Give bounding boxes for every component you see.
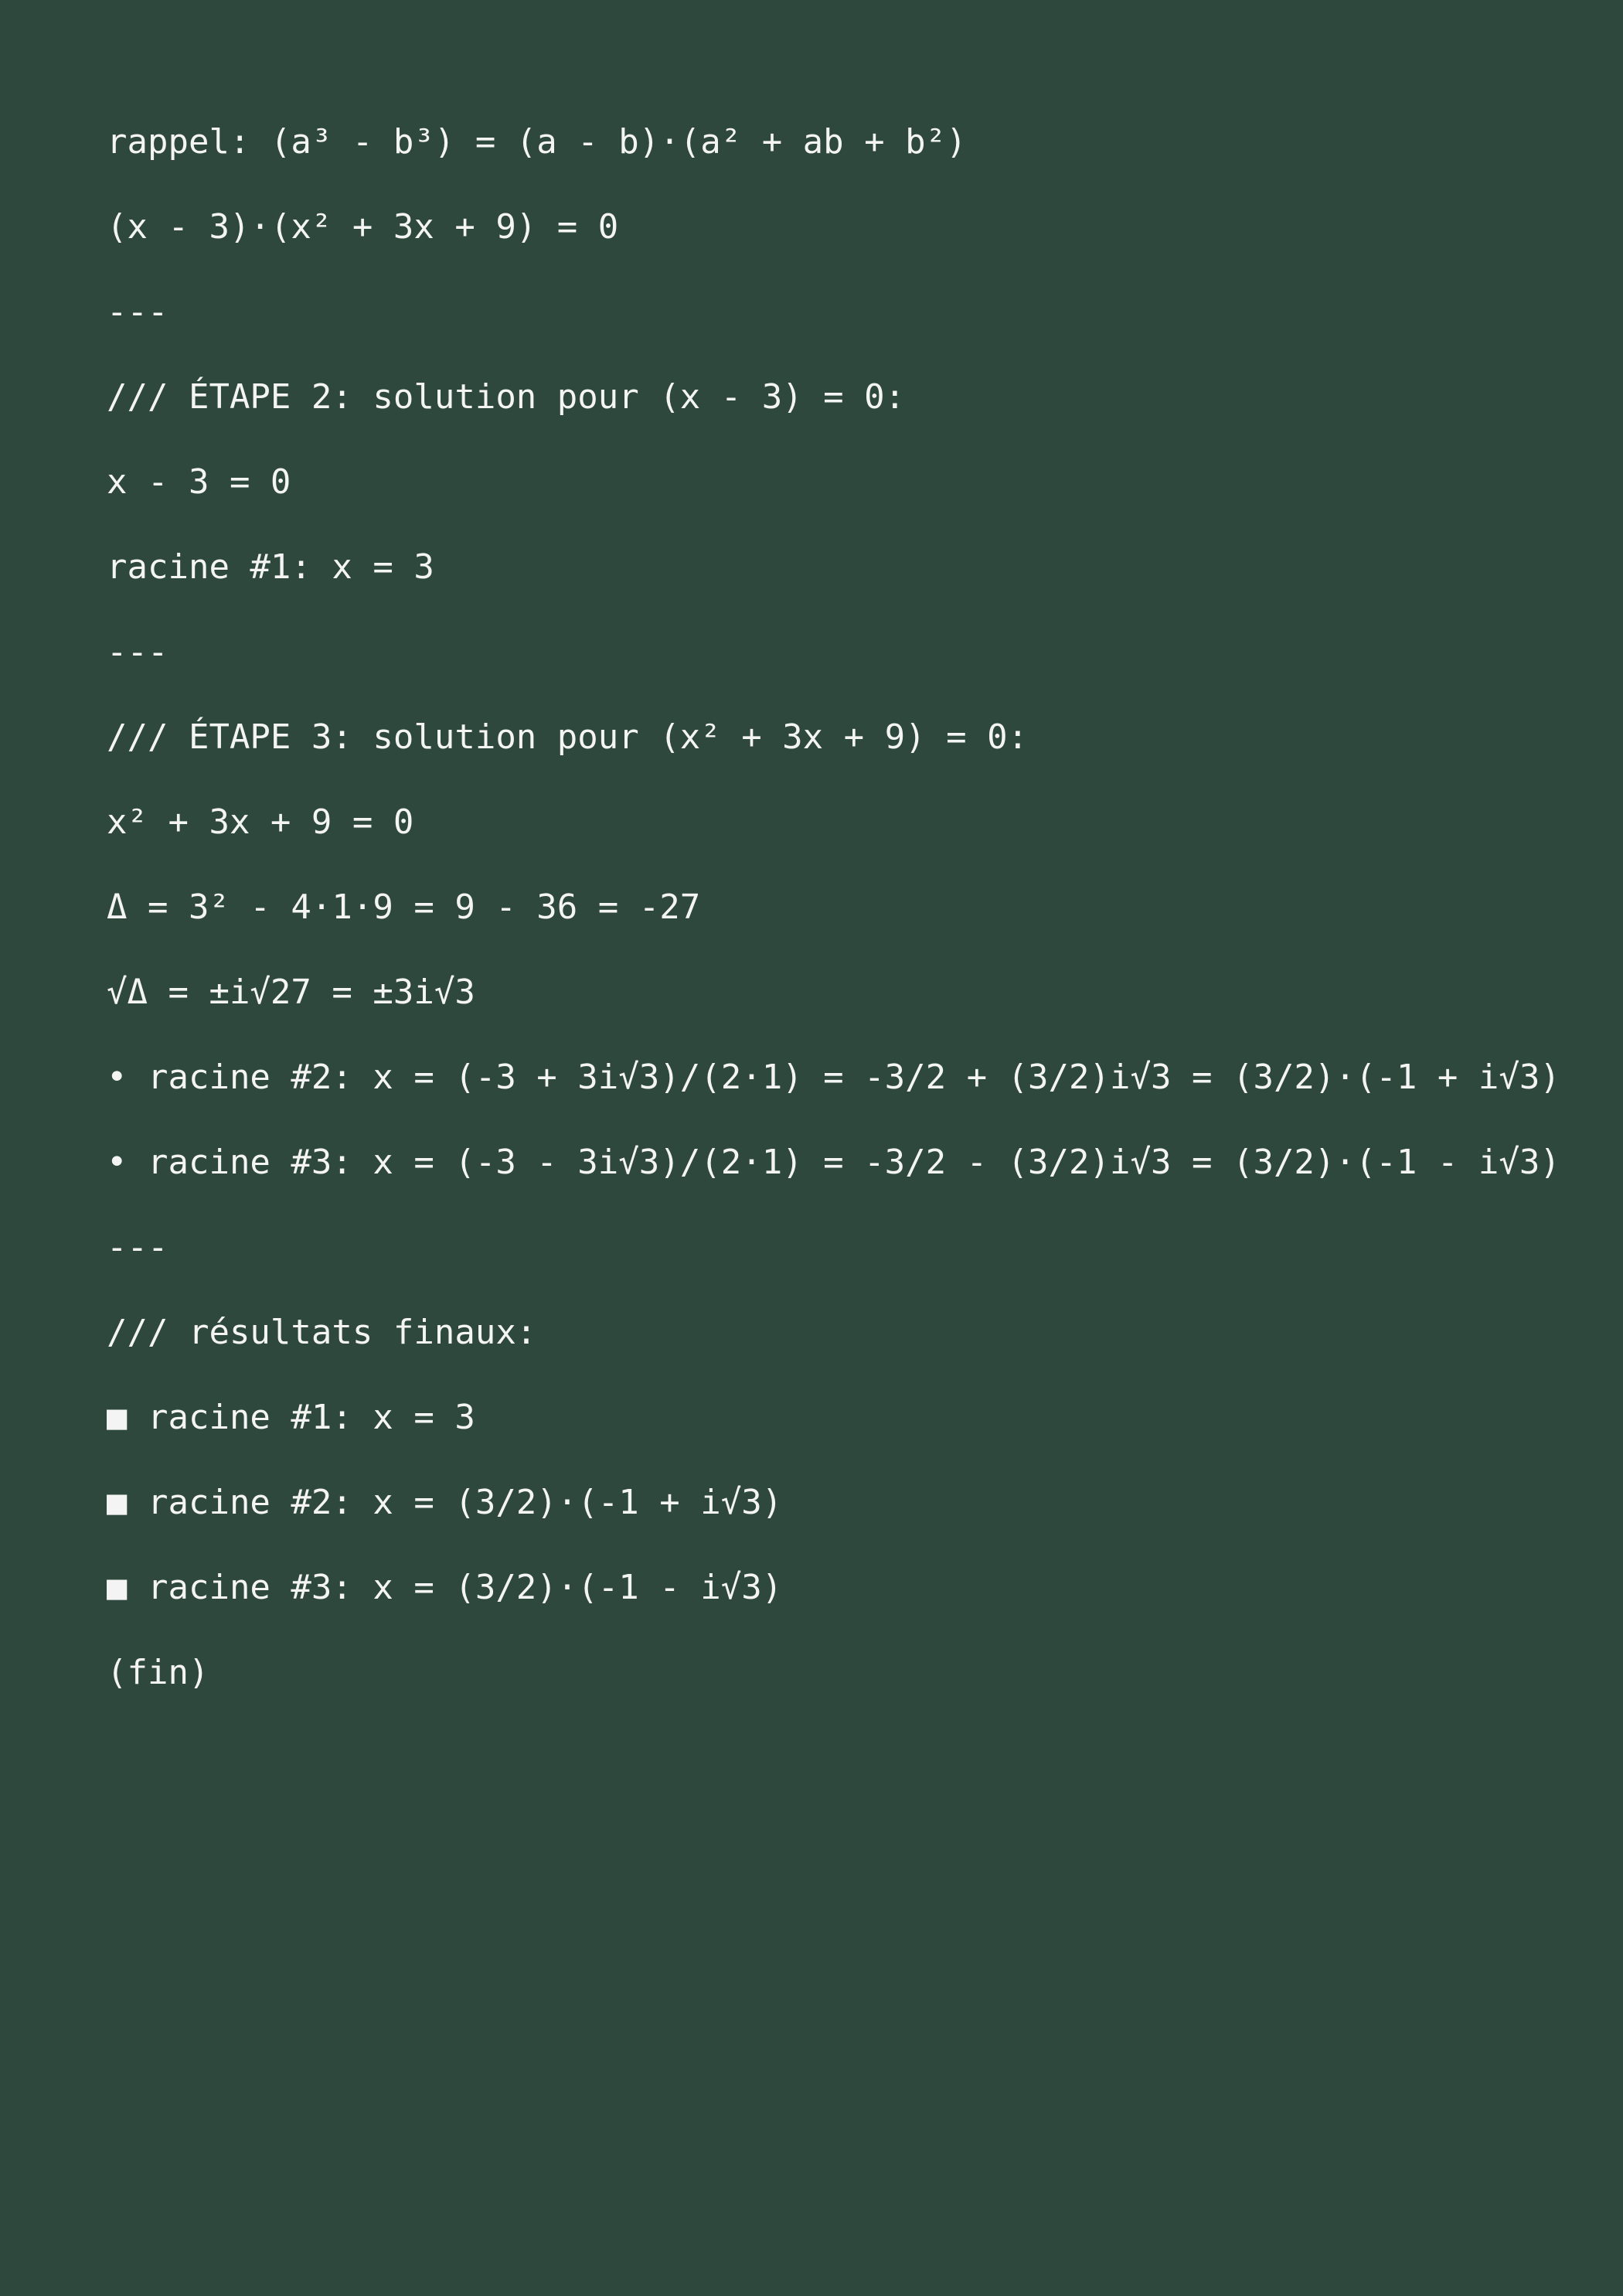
recall-identity-line: rappel: (a³ - b³) = (a - b)·(a² + ab + b²) <box>107 122 967 162</box>
final-results-heading: /// résultats finaux: <box>107 1313 537 1352</box>
end-marker: (fin) <box>107 1653 209 1692</box>
step-3-equation: x² + 3x + 9 = 0 <box>107 802 414 842</box>
root-2-derivation: • racine #2: x = (-3 + 3i√3)/(2·1) = -3/2 + (3/2)i√3 = (3/2)·(-1 + i√3) <box>107 1058 1560 1097</box>
separator: --- <box>107 632 168 672</box>
step-2-heading: /// ÉTAPE 2: solution pour (x - 3) = 0: <box>107 377 906 417</box>
separator: --- <box>107 1228 168 1267</box>
final-root-1: ■ racine #1: x = 3 <box>107 1398 475 1437</box>
separator: --- <box>107 292 168 332</box>
factored-equation-line: (x - 3)·(x² + 3x + 9) = 0 <box>107 207 619 247</box>
final-root-2: ■ racine #2: x = (3/2)·(-1 + i√3) <box>107 1483 783 1522</box>
final-root-3: ■ racine #3: x = (3/2)·(-1 - i√3) <box>107 1568 783 1607</box>
sqrt-discriminant-line: √Δ = ±i√27 = ±3i√3 <box>107 973 475 1012</box>
document-body <box>107 100 1606 1715</box>
discriminant-line: Δ = 3² - 4·1·9 = 9 - 36 = -27 <box>107 887 701 927</box>
step-2-equation: x - 3 = 0 <box>107 462 291 502</box>
root-3-derivation: • racine #3: x = (-3 - 3i√3)/(2·1) = -3/2 - (3/2)i√3 = (3/2)·(-1 - i√3) <box>107 1143 1560 1182</box>
step-3-heading: /// ÉTAPE 3: solution pour (x² + 3x + 9) = 0: <box>107 717 1029 757</box>
root-1-line: racine #1: x = 3 <box>107 547 434 587</box>
